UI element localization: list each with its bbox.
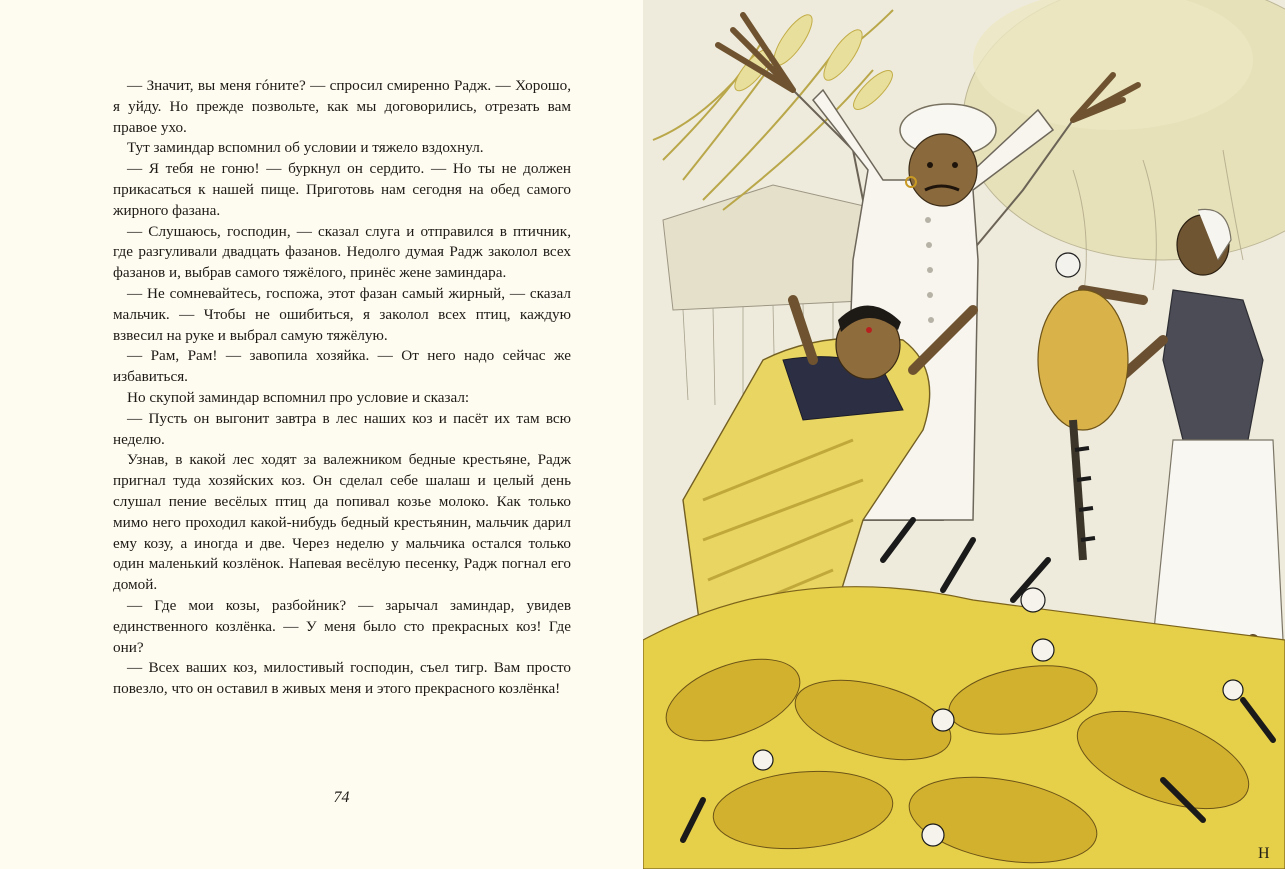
paragraph: — Не сомневайтесь, госпожа, этот фазан самый жирный, — сказал мальчик. — Чтобы не ошибиться, я заколол всех птиц, каждую взвесил на руке и выбрал самую тяжёлую. <box>113 284 571 344</box>
paragraph: — Слушаюсь, господин, — сказал слуга и отправился в птичник, где разгуливали двадцать фазанов. Недолго думая Радж заколол всех фазанов и, выбрав самого тяжёлого, принёс жене заминдара. <box>113 222 571 282</box>
artist-signature: Н <box>1258 845 1270 862</box>
paragraph: — Пусть он выгонит завтра в лес наших коз и пасёт их там всю неделю. <box>113 409 571 448</box>
paragraph: Тут заминдар вспомнил об условии и тяжело вздохнул. <box>127 139 484 157</box>
paragraph: — Я тебя не гоню! — буркнул он сердито. — Но ты не должен прикасаться к нашей пище. Приготовь нам сегодня на обед самого жирного фазана. <box>113 160 571 219</box>
story-text <box>113 76 571 700</box>
paragraph: — Где мои козы, разбойник? — зарычал заминдар, увидев единственного козлёнка. — У меня было сто прекрасных коз! Где они? <box>113 596 571 656</box>
paragraph: — Значит, вы меня гóните? — спросил смиренно Радж. — Хорошо, я уйду. Но прежде позвольте, как мы договорились, отрезать вам правое ухо. <box>113 77 571 136</box>
paragraph: Но скупой заминдар вспомнил про условие и сказал: <box>127 388 470 406</box>
page-number: 74 <box>333 789 350 806</box>
illustration <box>643 0 1285 869</box>
illustration-page <box>643 0 1285 869</box>
paragraph: — Всех ваших коз, милостивый господин, съел тигр. Вам просто повезло, что он оставил в живых меня и этого прекрасного козлёнка! <box>113 659 571 698</box>
zamindar-face <box>909 134 977 206</box>
paragraph: — Рам, Рам! — завопила хозяйка. — От него надо сейчас же избавиться. <box>113 347 571 386</box>
paragraph: Узнав, в какой лес ходят за валежником бедные крестьяне, Радж пригнал туда хозяйских коз. Он сделал себе шалаш и целый день слушал пение весёлых птиц да попивал козье молоко. Как только мимо него проходил какой-нибудь бедный крестьянин, мальчик дарил ему козу, а иногда и две. Через неделю у мальчика остался только один маленький козлёнок. Напевая весёлую песенку, Радж погнал его домой. <box>113 451 571 594</box>
